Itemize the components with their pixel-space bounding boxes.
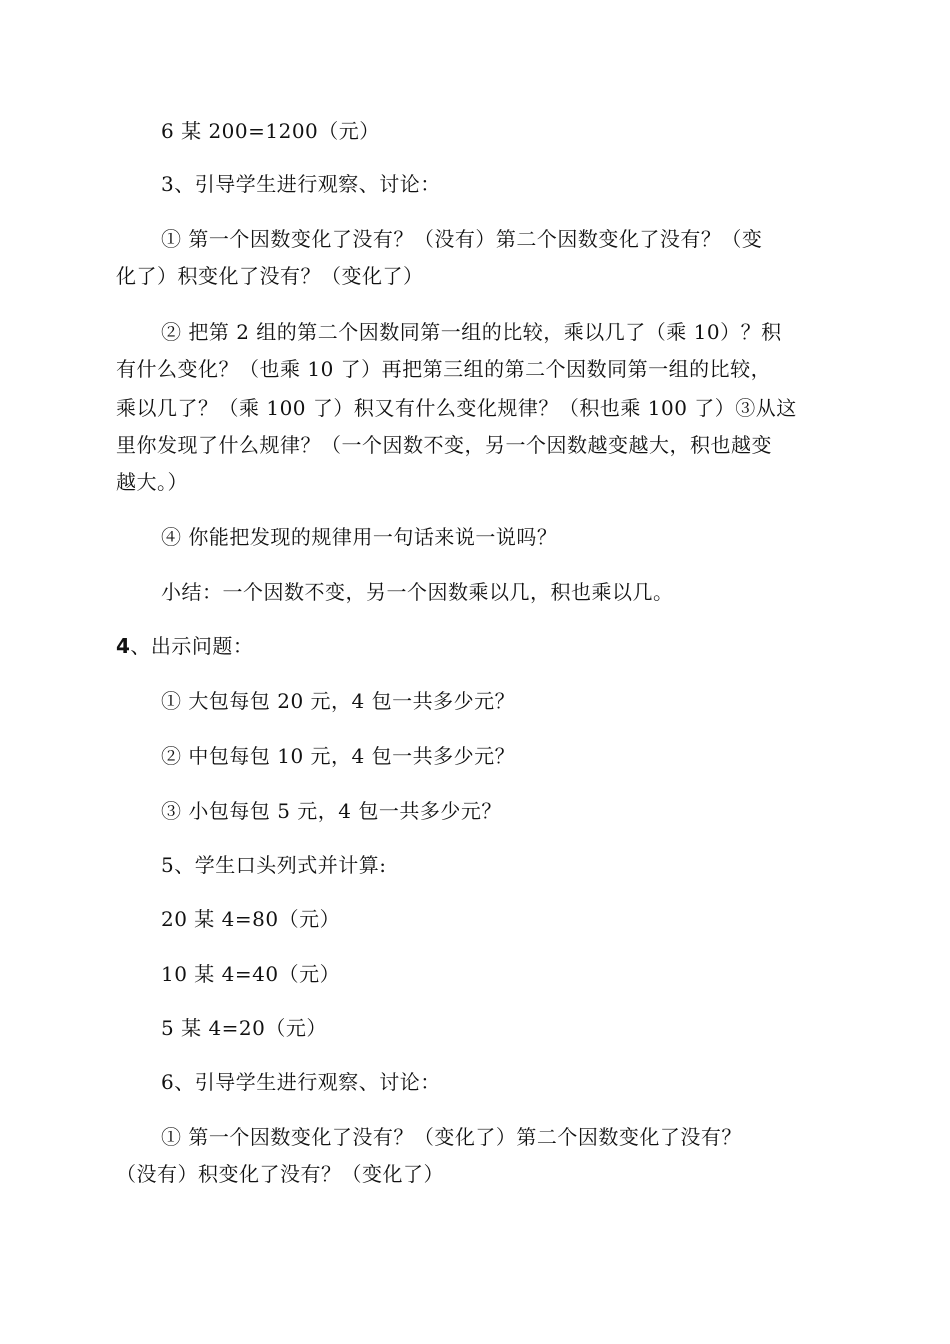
- step-4-heading: [116, 627, 253, 665]
- question-6-line-2: （没有）积变化了没有？（变化了）: [116, 1162, 444, 1186]
- step-5-heading: 5、学生口头列式并计算:: [161, 853, 387, 877]
- calc-line-3: 5 某 4=20（元）: [161, 1016, 327, 1040]
- question-1-line-1: ① 第一个因数变化了没有？（没有）第二个因数变化了没有？（变: [161, 227, 763, 251]
- question-2-line-2: 有什么变化？（也乘 10 了）再把第三组的第二个因数同第一组的比较，: [116, 357, 772, 381]
- calc-line-1: 20 某 4=80（元）: [161, 907, 341, 931]
- step-6-heading: 6、引导学生进行观察、讨论：: [161, 1070, 441, 1094]
- problem-1-line: ① 大包每包 20 元，4 包一共多少元？: [161, 689, 516, 713]
- calc-line-2: 10 某 4=40（元）: [161, 962, 341, 986]
- problem-3-line: ③ 小包每包 5 元，4 包一共多少元？: [161, 799, 502, 823]
- question-4-line: ④ 你能把发现的规律用一句话来说一说吗？: [161, 525, 558, 549]
- question-6-line-1: ① 第一个因数变化了没有？（变化了）第二个因数变化了没有？: [161, 1125, 742, 1149]
- step-3-heading: 3、引导学生进行观察、讨论：: [161, 172, 441, 196]
- summary-line: 小结：一个因数不变，另一个因数乘以几，积也乘以几。: [161, 580, 674, 604]
- step-4-text: 、出示问题：: [130, 634, 254, 658]
- question-2-line-5: 越大。）: [116, 470, 188, 494]
- question-1-line-2: 化了）积变化了没有？（变化了）: [116, 264, 424, 288]
- problem-2-line: ② 中包每包 10 元，4 包一共多少元？: [161, 744, 516, 768]
- equation-line: 6 某 200=1200（元）: [161, 119, 380, 143]
- question-2-line-1: ② 把第 2 组的第二个因数同第一组的比较，乘以几了（乘 10）？积: [161, 320, 782, 344]
- question-2-line-3: 乘以几了？（乘 100 了）积又有什么变化规律？（积也乘 100 了）③从这: [116, 396, 797, 420]
- step-4-number: 4: [116, 634, 131, 658]
- question-2-line-4: 里你发现了什么规律？（一个因数不变，另一个因数越变越大，积也越变: [116, 433, 772, 457]
